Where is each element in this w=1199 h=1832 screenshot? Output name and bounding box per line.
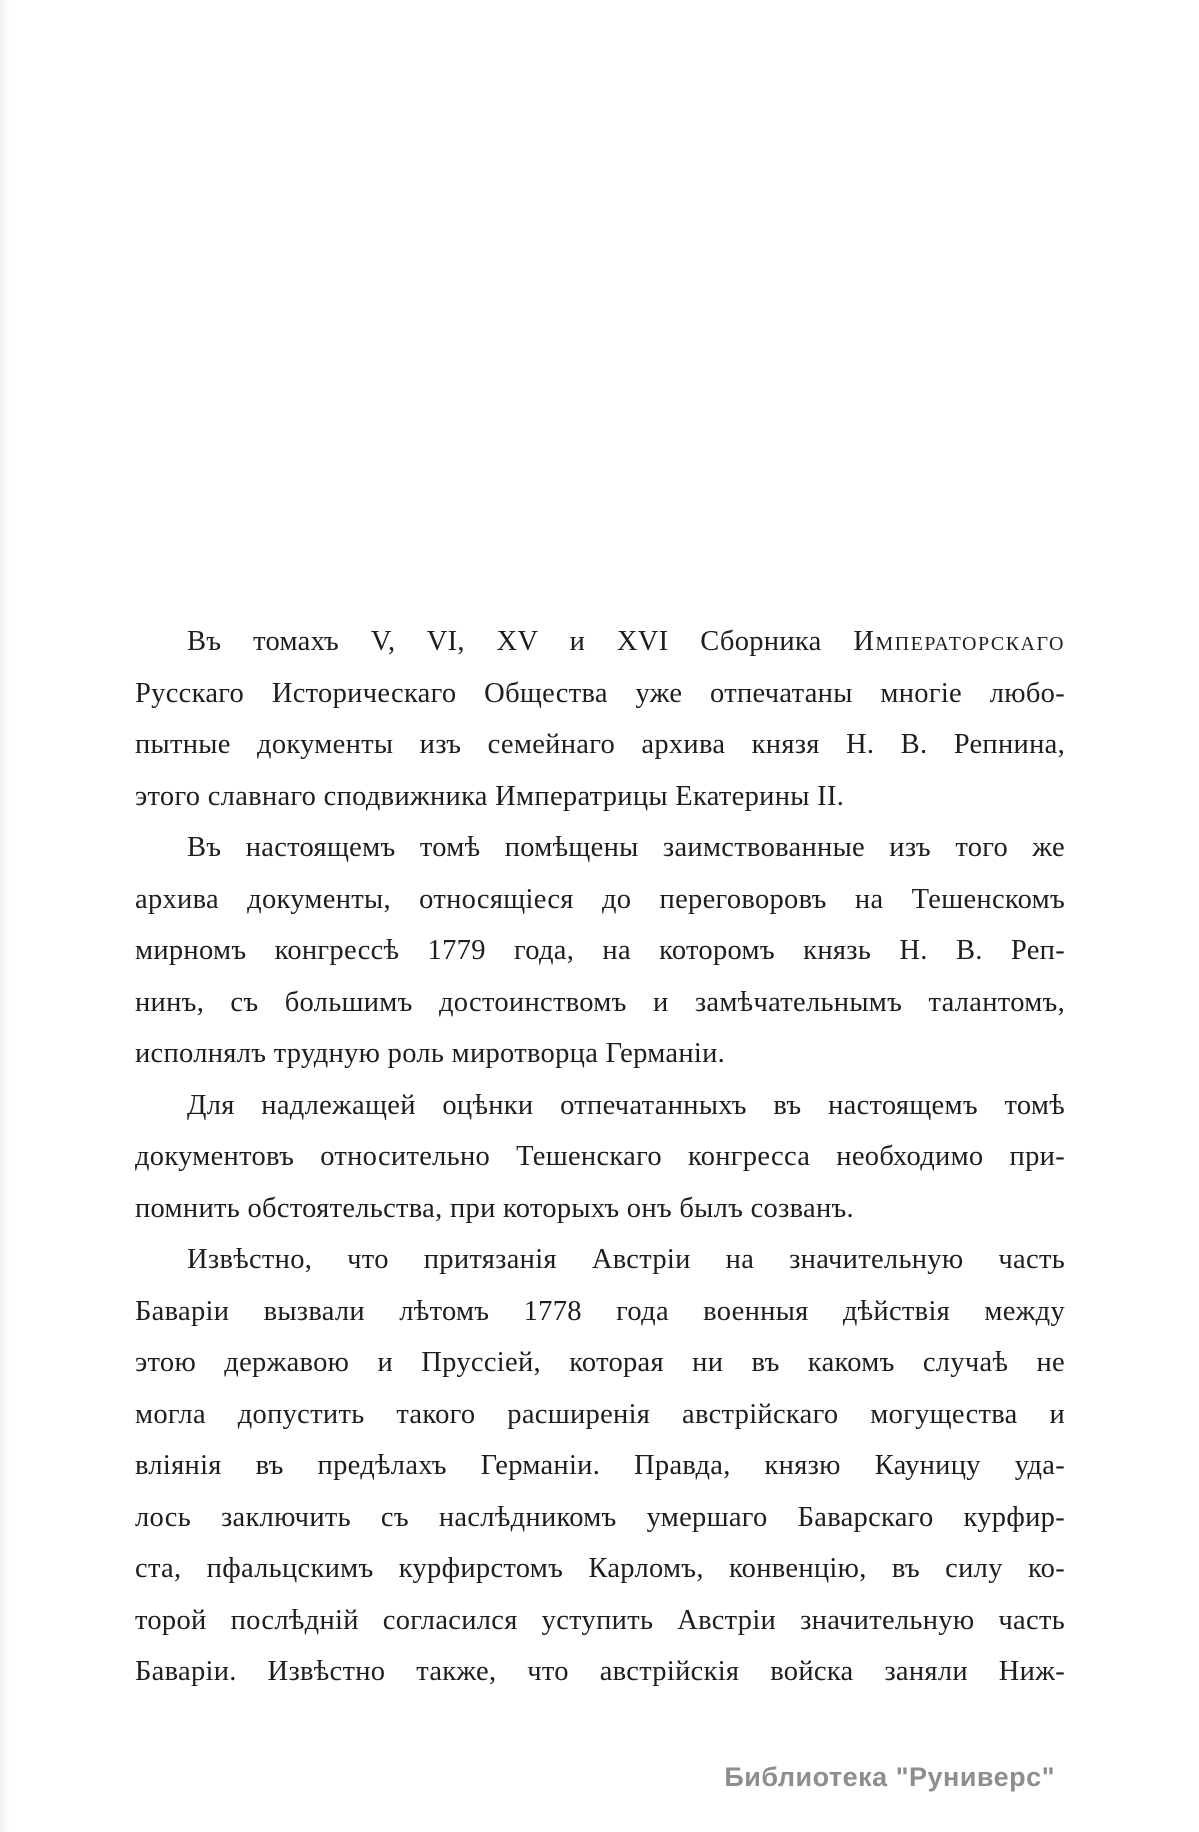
text-line: этою державою и Пруссіей, которая ни въ какомъ случаѣ не (135, 1347, 1065, 1378)
text-line: помнить обстоятельства, при которыхъ онъ былъ созванъ. (135, 1192, 854, 1224)
text-line: Баваріи вызвали лѣтомъ 1778 года военныя дѣйствія между (135, 1295, 1065, 1327)
text-line: Въ настоящемъ томѣ помѣщены заимствованные изъ того же (187, 832, 1065, 863)
smallcaps-word: Императорскаго (853, 626, 1065, 657)
text-line: пытные документы изъ семейнаго архива князя Н. В. Репнина, (135, 729, 1065, 760)
library-watermark: Библиотека "Руниверс" (724, 1762, 1055, 1792)
text-line: Баваріи. Извѣстно также, что австрійскія войска заняли Ниж- (135, 1656, 1065, 1687)
text-line: Извѣстно, что притязанія Австріи на значительную часть (187, 1244, 1065, 1275)
text-line: Русскаго Историческаго Общества уже отпечатаны многіе любо- (135, 677, 1065, 709)
text-line: могла допустить такого расширенія австрійскаго могущества и (135, 1398, 1065, 1430)
text-segment: Въ томахъ V, VI, XV и XVI Сборника (187, 626, 854, 657)
text-line: мирномъ конгрессѣ 1779 года, на которомъ князь Н. В. Реп- (135, 935, 1065, 966)
text-line: архива документы, относящіеся до переговоровъ на Тешенскомъ (135, 883, 1065, 915)
text-block (135, 616, 1065, 1698)
text-line: лось заключить съ наслѣдникомъ умершаго Баварскаго курфир- (135, 1501, 1065, 1533)
text-line: этого славнаго сподвижника Императрицы Екатерины II. (135, 780, 845, 812)
text-line: исполнялъ трудную роль миротворца Германіи. (135, 1038, 726, 1069)
text-line: документовъ относительно Тешенскаго конгресса необходимо при- (135, 1141, 1065, 1172)
text-line (135, 616, 1065, 668)
text-line: ста, пфальцскимъ курфирстомъ Карломъ, конвенцію, въ силу ко- (135, 1553, 1065, 1584)
text-line: Для надлежащей оцѣнки отпечатанныхъ въ настоящемъ томѣ (187, 1089, 1065, 1121)
text-line: нинъ, съ большимъ достоинствомъ и замѣчательнымъ талантомъ, (135, 986, 1065, 1018)
text-line: торой послѣдній согласился уступить Австріи значительную часть (135, 1604, 1065, 1636)
scan-edge-shading (0, 0, 10, 1832)
text-line: вліянія въ предѣлахъ Германіи. Правда, князю Кауницу уда- (135, 1450, 1065, 1481)
